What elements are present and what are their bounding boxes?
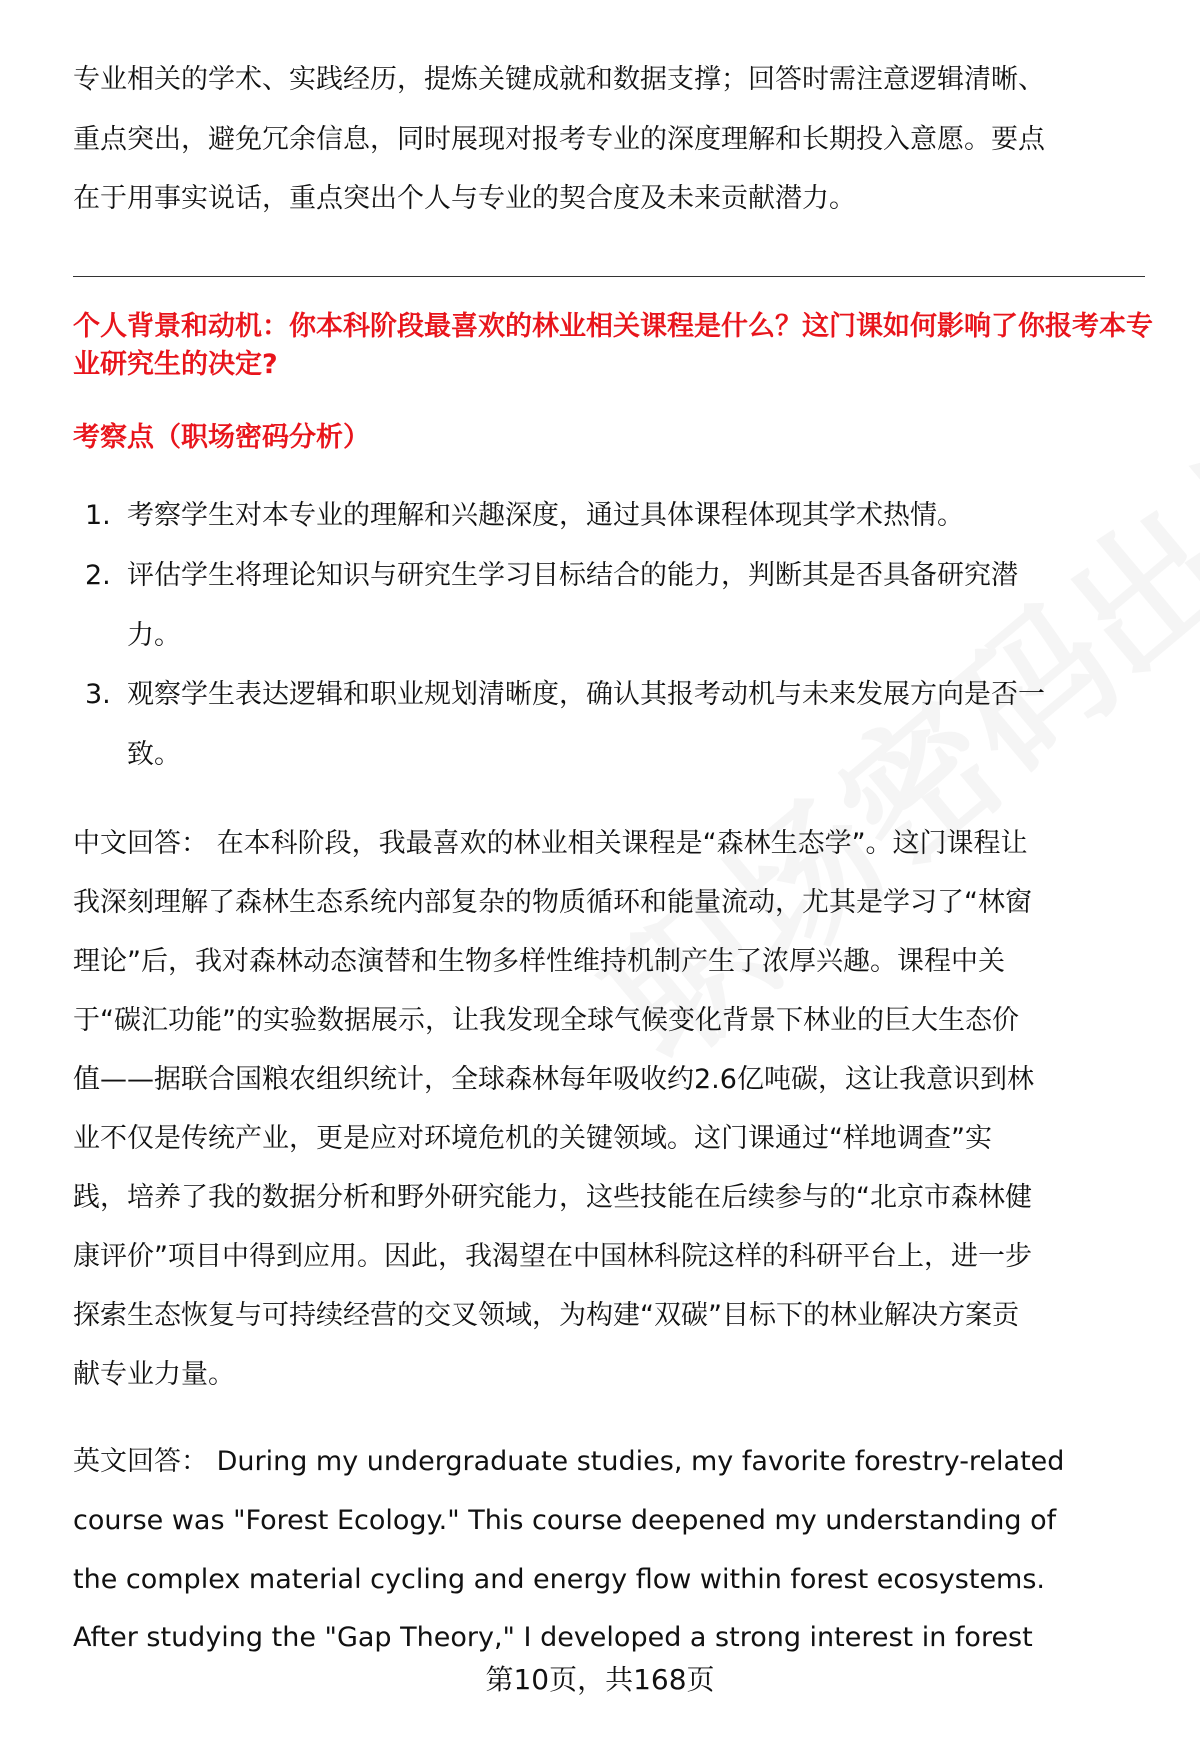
answer-line: 于“碳汇功能”的实验数据展示，让我发现全球气候变化背景下林业的巨大生态价	[73, 1005, 1019, 1036]
list-number: 2.	[85, 560, 111, 591]
list-number: 3.	[85, 679, 111, 710]
list-item	[85, 665, 1045, 724]
intro-line: 在于用事实说话，重点突出个人与专业的契合度及未来贡献潜力。	[73, 183, 856, 214]
list-text: 致。	[127, 739, 181, 770]
answer-line: 献专业力量。	[73, 1359, 235, 1390]
answer-line: 康评价”项目中得到应用。因此，我渴望在中国林科院这样的科研平台上，进一步	[73, 1241, 1032, 1272]
answer-line: 探索生态恢复与可持续经营的交叉领域，为构建“双碳”目标下的林业解决方案贡	[73, 1300, 1019, 1331]
answer-line: 值——据联合国粮农组织统计，全球森林每年吸收约2.6亿吨碳，这让我意识到林	[73, 1064, 1034, 1095]
intro-line: 专业相关的学术、实践经历，提炼关键成就和数据支撑；回答时需注意逻辑清晰、	[73, 64, 1045, 95]
answer-line: 中文回答： 在本科阶段，我最喜欢的林业相关课程是“森林生态学”。这门课程让	[73, 828, 1028, 859]
list-text: 评估学生将理论知识与研究生学习目标结合的能力，判断其是否具备研究潜	[127, 560, 1018, 591]
list-number: 1.	[85, 500, 111, 531]
answer-line: 英文回答： During my undergraduate studies, my favorite forestry-related	[73, 1446, 1065, 1477]
list-item	[85, 546, 1018, 605]
page-number: 第10页，共168页	[485, 1663, 715, 1696]
divider	[73, 276, 1145, 277]
answer-line: the complex material cycling and energy flow within forest ecosystems.	[73, 1564, 1045, 1595]
answer-line: After studying the "Gap Theory," I developed a strong interest in forest	[73, 1622, 1033, 1653]
list-item	[85, 486, 964, 545]
answer-line: 践，培养了我的数据分析和野外研究能力，这些技能在后续参与的“北京市森林健	[73, 1182, 1032, 1213]
answer-line: 理论”后，我对森林动态演替和生物多样性维持机制产生了浓厚兴趣。课程中关	[73, 946, 1005, 977]
list-text: 力。	[127, 620, 181, 651]
list-text: 考察学生对本专业的理解和兴趣深度，通过具体课程体现其学术热情。	[127, 500, 964, 531]
answer-line: 业不仅是传统产业，更是应对环境危机的关键领域。这门课通过“样地调查”实	[73, 1123, 992, 1154]
answer-line: 我深刻理解了森林生态系统内部复杂的物质循环和能量流动，尤其是学习了“林窗	[73, 887, 1032, 918]
section-title: 考察点（职场密码分析）	[73, 422, 370, 453]
intro-line: 重点突出，避免冗余信息，同时展现对报考专业的深度理解和长期投入意愿。要点	[73, 124, 1045, 155]
question-heading: 个人背景和动机：你本科阶段最喜欢的林业相关课程是什么？这门课如何影响了你报考本专业研究生的决定?	[73, 311, 1153, 380]
answer-line: course was "Forest Ecology." This course deepened my understanding of	[73, 1505, 1057, 1536]
list-text: 观察学生表达逻辑和职业规划清晰度，确认其报考动机与未来发展方向是否一	[127, 679, 1045, 710]
